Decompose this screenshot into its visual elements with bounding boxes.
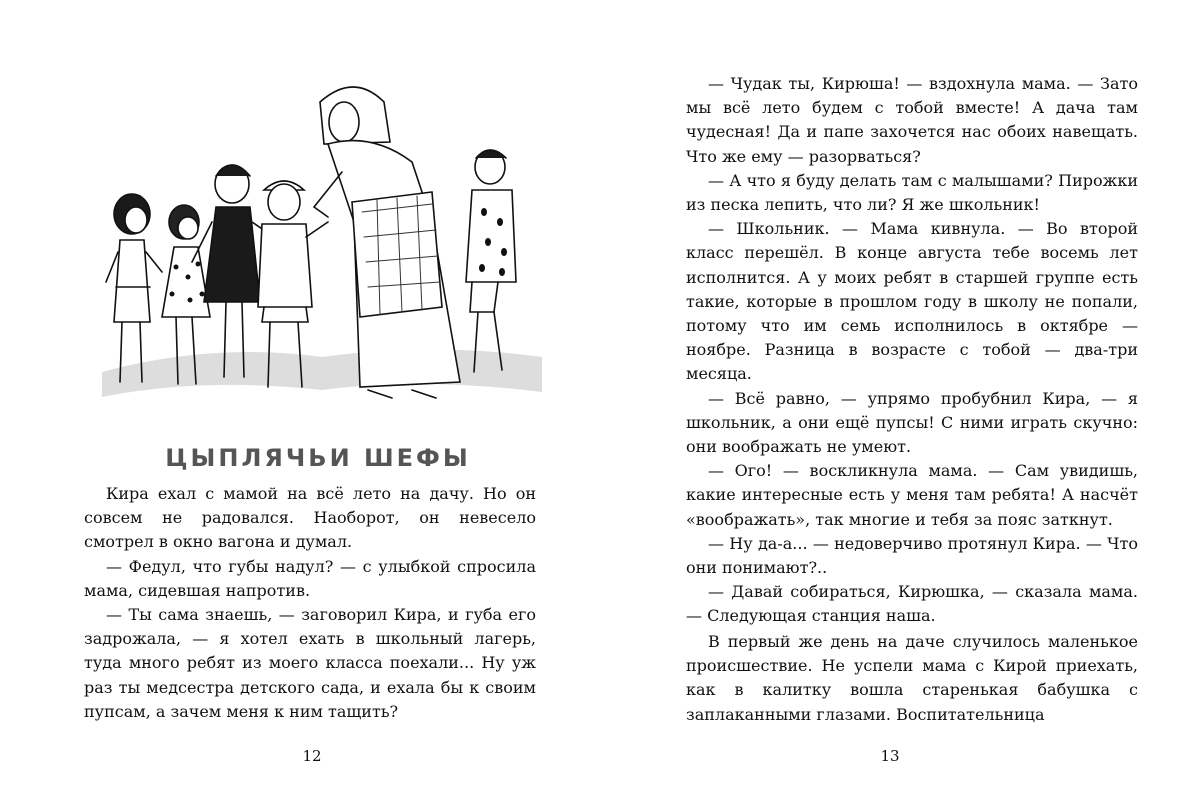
- paragraph: — Школьник. — Мама кивнула. — Во второй класс перешёл. В конце августа тебе восемь лет исполнится. А у моих ребят в старшей группе есть такие, которые в прошлом году в школу не попали, потому что им семь исполнилось в октябре — ноябре. Разница в возрасте с тобой — два-три месяца.: [686, 219, 1138, 384]
- right-page: [600, 0, 1200, 812]
- paragraph: — Давай собираться, Кирюшка, — сказала мама. — Следующая станция наша.: [686, 582, 1138, 626]
- paragraph: — Федул, что губы надул? — с улыбкой спросила мама, сидевшая напротив.: [84, 556, 536, 600]
- paragraph: — Чудак ты, Кирюша! — вздохнула мама. — Зато мы всё лето будем с тобой вместе! А дача там чудесная! Да и папе захочется нас обоих навещать. Что же ему — разорваться?: [686, 74, 1138, 166]
- left-page-text: [84, 482, 536, 724]
- paragraph: — Всё равно, — упрямо пробубнил Кира, — я школьник, а они ещё пупсы! С ними играть скучно: они воображать не умеют.: [686, 388, 1138, 457]
- paragraph: — Ну да-а... — недоверчиво протянул Кира. — Что они понимают?..: [686, 533, 1138, 578]
- page-number: 12: [302, 747, 322, 765]
- page-number: 13: [880, 747, 900, 765]
- section-two-text: [686, 630, 1138, 727]
- illustration-children-and-grandmother: [92, 72, 552, 417]
- chapter-title: ЦЫПЛЯЧЬИ ШЕФЫ: [165, 444, 471, 472]
- paragraph: — Ты сама знаешь, — заговорил Кира, и губа его задрожала, — я хотел ехать в школьный лагерь, туда много ребят из моего класса поехали... Ну уж раз ты медсестра детского сада, и ехала бы к своим пупсам, а зачем меня к ним тащить?: [84, 605, 536, 721]
- right-page-text: [686, 72, 1138, 629]
- paragraph: — Ого! — воскликнула мама. — Сам увидишь, какие интересные есть у меня там ребята! А насчёт «воображать», так многие и тебя за пояс заткнут.: [686, 461, 1138, 529]
- paragraph: Кира ехал с мамой на всё лето на дачу. Но он совсем не радовался. Наоборот, он невесело смотрел в окно вагона и думал.: [84, 484, 536, 552]
- paragraph: — А что я буду делать там с малышами? Пирожки из песка лепить, что ли? Я же школьник!: [686, 170, 1138, 215]
- paragraph: В первый же день на даче случилось маленькое происшествие. Не успели мама с Кирой приехать, как в калитку вошла старенькая бабушка с заплаканными глазами. Воспитательница: [686, 632, 1138, 724]
